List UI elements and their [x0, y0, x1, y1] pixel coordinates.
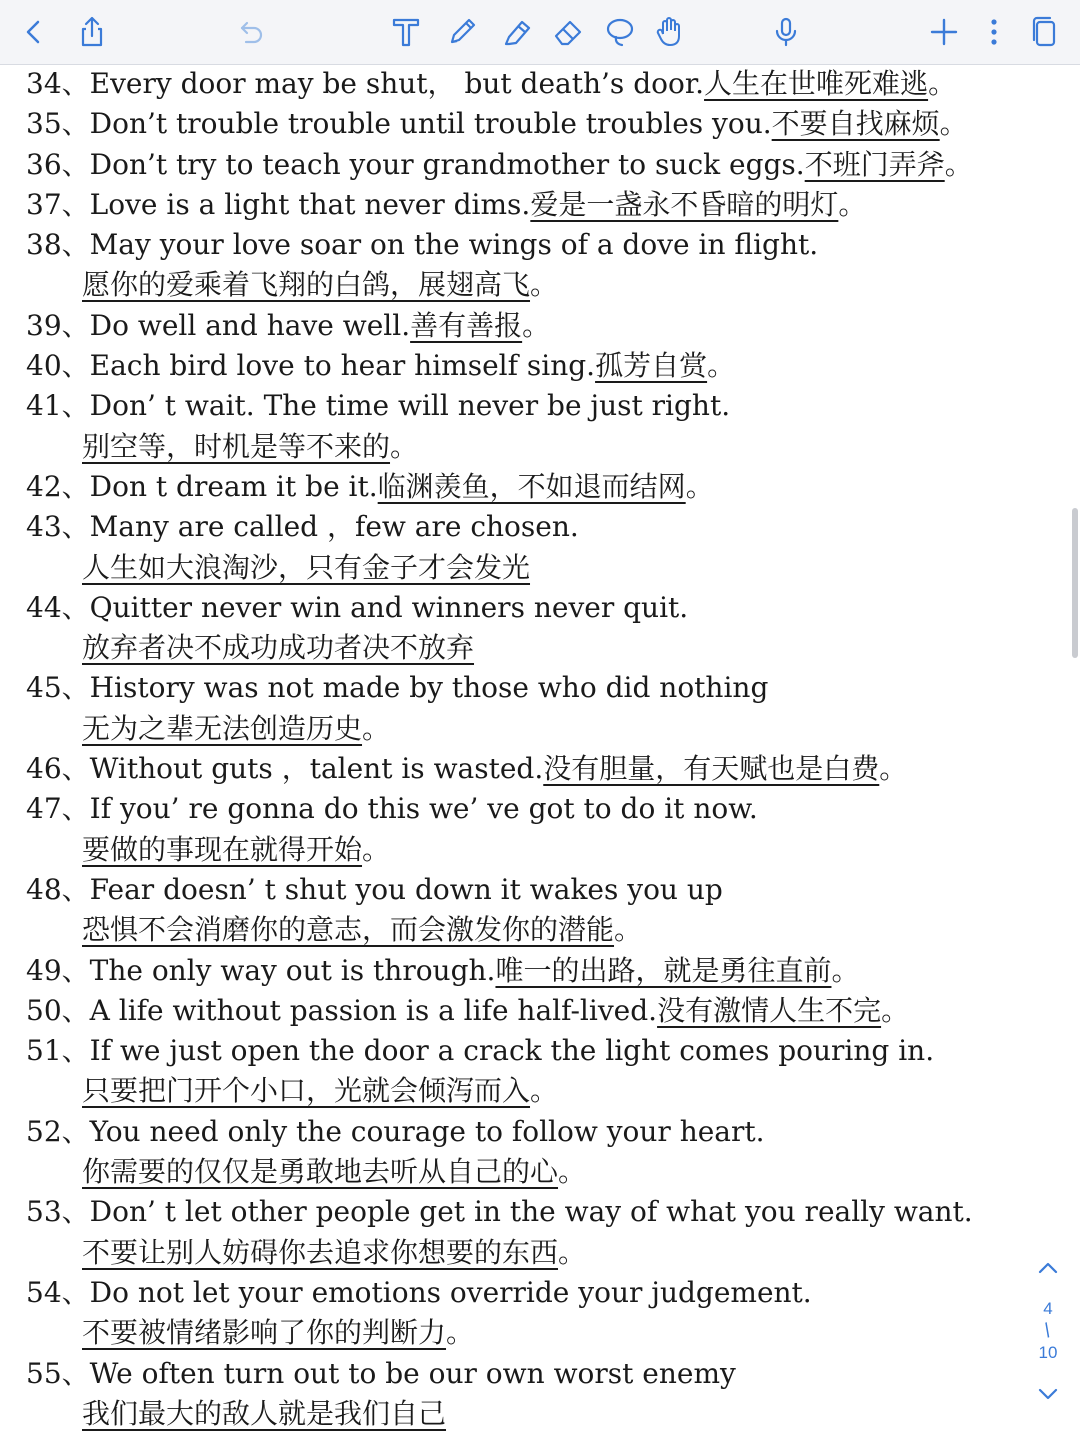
phrase-line	[0, 668, 1080, 708]
phrase-line	[0, 225, 1080, 265]
translation-punctuation: 。	[838, 187, 867, 221]
page-down-button[interactable]	[1028, 1376, 1068, 1412]
scrollbar[interactable]	[1072, 508, 1078, 658]
phrase-number: 48、	[26, 872, 90, 906]
translation-line	[0, 830, 1080, 870]
chinese-translation: 不要被情绪影响了你的判断力	[82, 1316, 447, 1350]
chinese-translation: 人生如大浪淘沙，只有金子才会发光	[82, 550, 531, 584]
translation-line	[0, 1233, 1080, 1273]
phrase-number: 55、	[26, 1356, 90, 1390]
phrase-entry	[0, 749, 1080, 789]
english-phrase: If we just open the door a crack the light comes pouring in.	[89, 1034, 935, 1068]
phrase-line	[0, 467, 1080, 507]
phrase-number: 43、	[26, 510, 90, 544]
share-icon[interactable]	[68, 8, 116, 56]
english-phrase: Don’ t wait. The time will never be just right.	[89, 389, 731, 423]
highlighter-icon[interactable]	[492, 8, 540, 56]
phrase-entry	[0, 1112, 1080, 1193]
phrase-entry	[0, 789, 1080, 870]
chinese-translation: 没有激情人生不完	[657, 993, 882, 1027]
english-phrase: Every door may be shut， but death’s door.	[89, 67, 705, 100]
phrase-number: 39、	[26, 308, 90, 342]
eraser-icon[interactable]	[544, 8, 592, 56]
english-phrase: Don t dream it be it.	[89, 469, 378, 503]
phrase-entry	[0, 991, 1080, 1031]
microphone-icon[interactable]	[762, 8, 810, 56]
translation-punctuation: 。	[362, 832, 391, 866]
phrase-line	[0, 185, 1080, 225]
phrase-line	[0, 1112, 1080, 1152]
phrase-line	[0, 749, 1080, 789]
phrase-number: 40、	[26, 349, 90, 383]
phrase-entry	[0, 185, 1080, 225]
chinese-translation: 唯一的出路，就是勇往直前	[495, 953, 832, 987]
phrase-entry	[0, 668, 1080, 749]
phrase-number: 47、	[26, 792, 90, 826]
translation-punctuation: 。	[881, 993, 910, 1027]
translation-punctuation: 。	[390, 429, 419, 463]
translation-punctuation: 。	[530, 268, 559, 302]
english-phrase: Don’t trouble trouble until trouble troubles you.	[89, 107, 772, 141]
phrase-number: 51、	[26, 1034, 90, 1068]
phrase-number: 42、	[26, 469, 90, 503]
translation-line	[0, 548, 1080, 588]
chinese-translation: 善有善报	[410, 308, 523, 342]
phrase-line	[0, 145, 1080, 185]
add-icon[interactable]	[920, 8, 968, 56]
chinese-translation: 你需要的仅仅是勇敢地去听从自己的心	[82, 1155, 559, 1189]
phrase-entry	[0, 1031, 1080, 1112]
english-phrase: May your love soar on the wings of a dove in flight.	[89, 228, 819, 262]
pen-icon[interactable]	[438, 8, 486, 56]
note-page[interactable]	[0, 64, 1080, 1440]
toolbar	[0, 0, 1080, 65]
phrase-line	[0, 1354, 1080, 1394]
chinese-translation: 愿你的爱乘着飞翔的白鸽，展翅高飞	[82, 268, 531, 302]
phrase-entry	[0, 346, 1080, 386]
phrase-number: 54、	[26, 1275, 90, 1309]
phrase-number: 36、	[26, 147, 90, 181]
translation-punctuation: 。	[939, 107, 968, 141]
phrase-line	[0, 991, 1080, 1031]
phrase-line	[0, 1031, 1080, 1071]
phrase-number: 34、	[26, 67, 90, 100]
english-phrase: Fear doesn’ t shut you down it wakes you up	[89, 872, 723, 906]
english-phrase: The only way out is through.	[89, 953, 496, 987]
phrase-line	[0, 386, 1080, 426]
english-phrase: Do not let your emotions override your judgement.	[89, 1275, 812, 1309]
phrase-entry	[0, 104, 1080, 144]
phrase-entry	[0, 1354, 1080, 1435]
english-phrase: Love is a light that never dims.	[89, 187, 531, 221]
phrase-number: 52、	[26, 1114, 90, 1148]
phrase-entry	[0, 225, 1080, 306]
phrase-number: 37、	[26, 187, 90, 221]
english-phrase: We often turn out to be our own worst enemy	[89, 1356, 736, 1390]
phrase-line	[0, 346, 1080, 386]
translation-line	[0, 628, 1080, 668]
more-icon[interactable]	[970, 8, 1018, 56]
translation-line	[0, 709, 1080, 749]
phrase-line	[0, 951, 1080, 991]
phrase-line	[0, 789, 1080, 829]
phrase-line	[0, 1192, 1080, 1232]
english-phrase: Do well and have well.	[89, 308, 411, 342]
phrase-number: 41、	[26, 389, 90, 423]
phrase-line	[0, 104, 1080, 144]
translation-punctuation: 。	[522, 308, 551, 342]
translation-punctuation: 。	[944, 147, 973, 181]
text-tool-icon[interactable]	[382, 8, 430, 56]
phrase-number: 44、	[26, 590, 90, 624]
translation-line	[0, 427, 1080, 467]
phrase-number: 49、	[26, 953, 90, 987]
english-phrase: History was not made by those who did nothing	[89, 671, 769, 705]
phrase-entry	[0, 507, 1080, 588]
translation-punctuation: 。	[530, 1074, 559, 1108]
english-phrase: If you’ re gonna do this we’ ve got to do it now.	[89, 792, 758, 826]
translation-punctuation: 。	[558, 1235, 587, 1269]
phrase-line	[0, 64, 1080, 104]
english-phrase: Quitter never win and winners never quit.	[89, 590, 689, 624]
lasso-icon[interactable]	[596, 8, 644, 56]
translation-line	[0, 265, 1080, 305]
translation-line	[0, 1071, 1080, 1111]
english-phrase: You need only the courage to follow your heart.	[89, 1114, 765, 1148]
phrase-entry	[0, 1192, 1080, 1273]
english-phrase: A life without passion is a life half-lived.	[89, 993, 658, 1027]
total-pages: 10	[1038, 1343, 1058, 1362]
phrase-line	[0, 588, 1080, 628]
phrase-number: 50、	[26, 993, 90, 1027]
phrase-entry	[0, 64, 1080, 104]
phrase-number: 45、	[26, 671, 90, 705]
phrase-line	[0, 306, 1080, 346]
chinese-translation: 我们最大的敌人就是我们自己	[82, 1396, 447, 1430]
chinese-translation: 别空等，时机是等不来的	[82, 429, 391, 463]
phrase-entry	[0, 951, 1080, 991]
phrase-number: 53、	[26, 1195, 90, 1229]
translation-punctuation: 。	[362, 711, 391, 745]
phrase-entry	[0, 386, 1080, 467]
chinese-translation: 孤芳自赏	[595, 349, 708, 383]
translation-punctuation: 。	[879, 752, 908, 786]
chinese-translation: 爱是一盏永不昏暗的明灯	[530, 187, 839, 221]
phrase-line	[0, 507, 1080, 547]
translation-punctuation: 。	[685, 469, 714, 503]
phrase-entry	[0, 870, 1080, 951]
chevron-up-icon	[1037, 1261, 1059, 1275]
translation-line	[0, 1313, 1080, 1353]
page-separator: /	[1040, 1319, 1056, 1343]
translation-punctuation: 。	[446, 1316, 475, 1350]
translation-punctuation: 。	[831, 953, 860, 987]
english-phrase: Without guts ，talent is wasted.	[89, 752, 544, 786]
chinese-translation: 恐惧不会消磨你的意志，而会激发你的潜能	[82, 913, 615, 947]
chinese-translation: 不要自找麻烦	[771, 107, 940, 141]
page-up-button[interactable]	[1028, 1250, 1068, 1286]
current-page: 4	[1043, 1299, 1053, 1318]
hand-icon[interactable]	[646, 8, 694, 56]
translation-punctuation: 。	[928, 67, 957, 100]
chinese-translation: 临渊羡鱼，不如退而结网	[377, 469, 686, 503]
phrase-entry	[0, 1273, 1080, 1354]
translation-punctuation: 。	[614, 913, 643, 947]
chinese-translation: 不班门弄斧	[804, 147, 945, 181]
chinese-translation: 不要让别人妨碍你去追求你想要的东西	[82, 1235, 559, 1269]
phrase-entry	[0, 306, 1080, 346]
chinese-translation: 要做的事现在就得开始	[82, 832, 363, 866]
chinese-translation: 无为之辈无法创造历史	[82, 711, 363, 745]
back-icon[interactable]	[10, 8, 58, 56]
phrase-entry	[0, 145, 1080, 185]
chinese-translation: 没有胆量，有天赋也是白费	[543, 752, 880, 786]
translation-punctuation: 。	[558, 1155, 587, 1189]
chinese-translation: 只要把门开个小口，光就会倾泻而入	[82, 1074, 531, 1108]
phrase-number: 38、	[26, 228, 90, 262]
pages-icon[interactable]	[1020, 8, 1068, 56]
chinese-translation: 人生在世唯死难逃	[704, 67, 929, 100]
translation-line	[0, 1152, 1080, 1192]
undo-icon[interactable]	[226, 8, 274, 56]
phrase-line	[0, 870, 1080, 910]
english-phrase: Many are called ，few are chosen.	[89, 510, 579, 544]
translation-line	[0, 910, 1080, 950]
page-indicator	[1022, 1250, 1074, 1420]
english-phrase: Each bird love to hear himself sing.	[89, 349, 596, 383]
phrase-entry	[0, 588, 1080, 669]
phrase-list	[0, 64, 1080, 1434]
english-phrase: Don’ t let other people get in the way of what you really want.	[89, 1195, 973, 1229]
phrase-number: 46、	[26, 752, 90, 786]
chevron-down-icon	[1037, 1387, 1059, 1401]
english-phrase: Don’t try to teach your grandmother to suck eggs.	[89, 147, 805, 181]
translation-punctuation: 。	[707, 349, 736, 383]
translation-line	[0, 1394, 1080, 1434]
phrase-line	[0, 1273, 1080, 1313]
phrase-number: 35、	[26, 107, 90, 141]
phrase-entry	[0, 467, 1080, 507]
chinese-translation: 放弃者决不成功成功者决不放弃	[82, 631, 475, 665]
